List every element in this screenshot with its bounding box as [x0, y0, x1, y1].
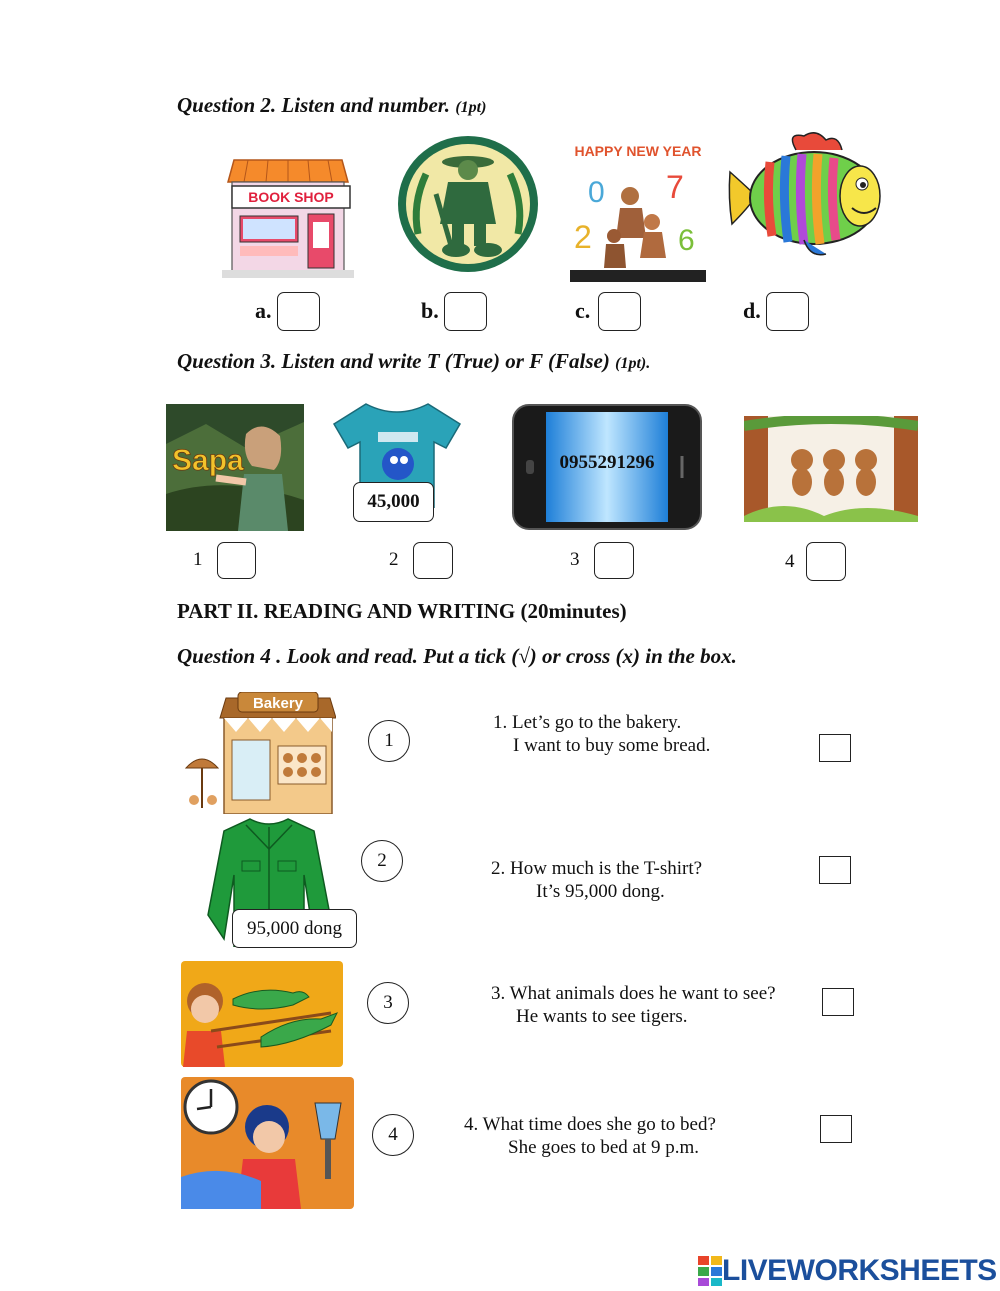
q4-sentence-4-question: 4. What time does she go to bed?: [464, 1114, 716, 1135]
tshirt-price-label: 45,000: [353, 482, 434, 522]
q3-answer-box-4[interactable]: [806, 542, 846, 581]
part-2-title: PART II. READING AND WRITING (20minutes): [177, 599, 627, 623]
letter-c: c.: [575, 298, 591, 323]
q4-sentence-1-question: 1. Let’s go to the bakery.: [493, 712, 682, 733]
q4-sentence-1-answer: I want to buy some bread.: [513, 735, 711, 756]
q4-circle-1: 1: [368, 720, 410, 762]
question-3-title: [177, 349, 650, 374]
jacket-price-label: 95,000 dong: [232, 909, 357, 948]
fish-image: [726, 128, 882, 264]
svg-text:6: 6: [678, 224, 695, 257]
letter-d: d.: [743, 298, 761, 323]
crocodiles-image: [181, 961, 343, 1067]
q4-circle-2: 2: [361, 840, 403, 882]
question-2-title: [177, 93, 486, 118]
q3-number-4: 4: [785, 551, 795, 572]
phone-number: 0955291296: [559, 452, 655, 473]
bakery-image: [184, 692, 336, 814]
question-4-title: Question 4 . Look and read. Put a tick (√) or cross (x) in the box.: [177, 644, 737, 668]
q4-sentence-3-answer: He wants to see tigers.: [516, 1006, 688, 1027]
bakery-sign: Bakery: [252, 695, 304, 712]
q3-answer-box-2[interactable]: [413, 542, 453, 579]
monkeys-image: [744, 416, 918, 522]
q4-tick-box-3[interactable]: [822, 988, 854, 1016]
answer-box-a[interactable]: [277, 292, 320, 331]
question-3-text: Question 3. Listen and write T (True) or F (False): [177, 349, 610, 373]
liveworksheets-logo: [698, 1254, 997, 1288]
q4-sentence-3: [491, 982, 776, 1028]
q4-tick-box-1[interactable]: [819, 734, 851, 762]
q4-sentence-4: [464, 1113, 716, 1159]
q3-number-3: 3: [570, 549, 580, 570]
answer-box-c[interactable]: [598, 292, 641, 331]
liveworksheets-logo-icon: [698, 1256, 722, 1286]
q4-circle-4: 4: [372, 1114, 414, 1156]
farmer-image: [396, 134, 540, 274]
question-2-points: (1pt): [455, 99, 487, 116]
q3-answer-box-3[interactable]: [594, 542, 634, 579]
bedtime-image: [181, 1077, 354, 1209]
letter-a: a.: [255, 298, 272, 323]
svg-text:2: 2: [574, 219, 592, 255]
answer-box-d[interactable]: [766, 292, 809, 331]
sapa-caption: Sapa: [172, 444, 244, 477]
q4-sentence-4-answer: She goes to bed at 9 p.m.: [508, 1137, 700, 1158]
q4-sentence-2-answer: It’s 95,000 dong.: [536, 881, 665, 902]
liveworksheets-logo-text: LIVEWORKSHEETS: [722, 1254, 997, 1287]
bookshop-image: [218, 152, 358, 282]
answer-box-b[interactable]: [444, 292, 487, 331]
question-2-text: Question 2. Listen and number.: [177, 93, 451, 117]
q4-sentence-3-question: 3. What animals does he want to see?: [491, 983, 776, 1004]
q4-circle-3: 3: [367, 982, 409, 1024]
q4-sentence-2: [491, 857, 702, 903]
svg-text:0: 0: [588, 176, 605, 209]
q3-answer-box-1[interactable]: [217, 542, 256, 579]
q3-number-2: 2: [389, 549, 399, 570]
new-year-image: [570, 138, 706, 282]
new-year-text: HAPPY NEW YEAR: [574, 143, 702, 159]
bookshop-sign: BOOK SHOP: [248, 189, 334, 205]
letter-b: b.: [421, 298, 439, 323]
q4-tick-box-2[interactable]: [819, 856, 851, 884]
sapa-image: [166, 404, 304, 531]
q4-tick-box-4[interactable]: [820, 1115, 852, 1143]
q4-sentence-2-question: 2. How much is the T-shirt?: [491, 858, 703, 879]
svg-text:7: 7: [666, 169, 684, 205]
q3-number-1: 1: [193, 549, 203, 570]
question-3-points: (1pt).: [615, 355, 651, 372]
q4-sentence-1: [493, 711, 710, 757]
